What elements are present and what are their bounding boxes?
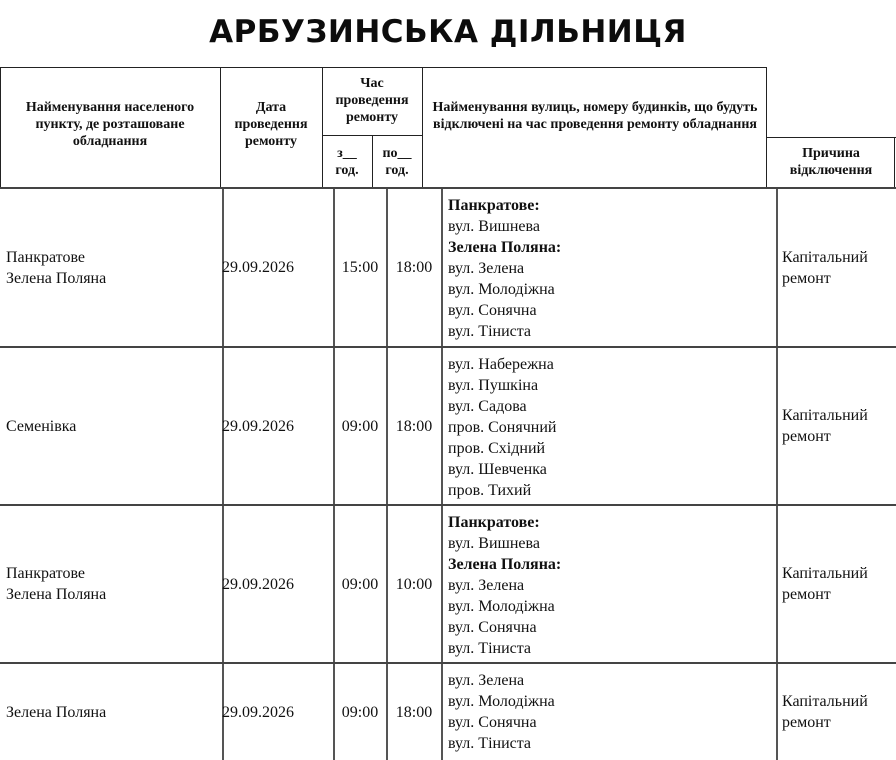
table-row	[0, 189, 896, 346]
streets-cell	[448, 512, 776, 659]
reason-cell-line: Капітальний	[782, 248, 868, 266]
table-row	[0, 506, 896, 662]
time-from-cell	[334, 506, 386, 662]
streets-cell	[448, 354, 776, 501]
header-settlement: Найменування населеного пункту, де розташоване обладнання	[25, 100, 195, 149]
time-to-cell	[388, 348, 440, 504]
reason-cell-line: ремонт	[782, 428, 831, 445]
settlement-cell-line: Семенівка	[6, 417, 77, 435]
street-item: вул. Сонячна	[448, 714, 537, 731]
street-item: пров. Східний	[448, 440, 546, 457]
reason-cell	[782, 506, 894, 662]
street-item: вул. Сонячна	[448, 619, 537, 636]
time-from-cell-line: 15:00	[341, 259, 379, 276]
street-item: вул. Вишнева	[448, 218, 540, 235]
table-row	[0, 664, 896, 760]
street-item: вул. Набережна	[448, 356, 554, 373]
settlement-cell-line: Панкратове	[6, 248, 86, 266]
street-item: вул. Молодіжна	[448, 598, 555, 615]
street-item: вул. Пушкіна	[448, 377, 539, 394]
reason-cell-line: ремонт	[782, 269, 831, 287]
reason-cell-line: Капітальний	[782, 407, 868, 424]
settlement-heading: Панкратове:	[448, 197, 540, 214]
date-cell-line: 29.09.2026	[222, 417, 294, 435]
settlement-cell-line: Зелена Поляна	[6, 703, 107, 721]
time-from-cell-line: 09:00	[341, 575, 379, 593]
time-to-cell-line: 18:00	[395, 703, 433, 721]
street-item: вул. Вишнева	[448, 535, 540, 552]
settlement-cell	[6, 664, 220, 760]
time-from-cell	[334, 348, 386, 504]
header-to: по__ год.	[382, 146, 412, 178]
settlement-cell-line: Панкратове	[6, 565, 86, 582]
date-cell	[222, 506, 332, 662]
header-from: з__ год.	[335, 146, 359, 178]
street-item: вул. Зелена	[448, 260, 525, 277]
date-cell-line: 29.09.2026	[222, 259, 294, 276]
settlement-cell	[6, 189, 220, 346]
time-to-cell	[388, 189, 440, 346]
reason-cell-line: ремонт	[782, 586, 831, 603]
streets-cell	[448, 195, 776, 342]
settlement-heading: Зелена Поляна:	[448, 239, 562, 256]
time-from-cell-line: 09:00	[341, 417, 379, 435]
street-item: пров. Тихий	[448, 482, 532, 499]
time-to-cell	[388, 506, 440, 662]
settlement-heading: Панкратове:	[448, 514, 540, 531]
street-item: вул. Тіниста	[448, 735, 532, 752]
time-from-cell-line: 09:00	[341, 703, 379, 721]
date-cell-line: 29.09.2026	[222, 703, 294, 721]
street-item: вул. Шевченка	[448, 461, 547, 478]
reason-cell-line: Капітальний	[782, 565, 868, 582]
time-to-cell-line: 18:00	[395, 417, 433, 435]
reason-cell	[782, 664, 894, 760]
street-item: вул. Зелена	[448, 577, 525, 594]
street-item: вул. Молодіжна	[448, 693, 555, 710]
page-title: АРБУЗИНСЬКА ДІЛЬНИЦЯ	[209, 14, 687, 50]
reason-cell-line: Капітальний	[782, 693, 868, 710]
date-cell	[222, 189, 332, 346]
settlement-cell	[6, 506, 220, 662]
header-date: Дата проведення ремонту	[234, 100, 308, 149]
settlement-cell-line: Зелена Поляна	[6, 586, 107, 603]
table-row	[0, 348, 896, 504]
reason-cell-line: ремонт	[782, 714, 831, 731]
time-to-cell-line: 10:00	[395, 575, 433, 593]
date-cell	[222, 348, 332, 504]
street-item: вул. Садова	[448, 398, 527, 415]
street-item: вул. Тіниста	[448, 323, 532, 340]
time-to-cell	[388, 664, 440, 760]
settlement-cell-line: Зелена Поляна	[6, 269, 107, 287]
street-item: вул. Сонячна	[448, 302, 537, 319]
time-from-cell	[334, 189, 386, 346]
header-reason: Причина відключення	[789, 146, 873, 178]
reason-cell	[782, 189, 894, 346]
street-item: вул. Тіниста	[448, 640, 532, 657]
header-streets: Найменування вулиць, номеру будинків, що будуть відключені на час проведення ремонту обладнання	[432, 100, 758, 132]
time-to-cell-line: 18:00	[395, 259, 433, 276]
table-header	[0, 67, 896, 189]
settlement-cell	[6, 348, 220, 504]
street-item: вул. Молодіжна	[448, 281, 555, 298]
date-cell-line: 29.09.2026	[222, 575, 294, 593]
header-time: Час проведення ремонту	[335, 76, 409, 125]
time-from-cell	[334, 664, 386, 760]
reason-cell	[782, 348, 894, 504]
streets-cell	[448, 670, 776, 754]
street-item: пров. Сонячний	[448, 419, 557, 436]
settlement-heading: Зелена Поляна:	[448, 556, 562, 573]
street-item: вул. Зелена	[448, 672, 525, 689]
date-cell	[222, 664, 332, 760]
